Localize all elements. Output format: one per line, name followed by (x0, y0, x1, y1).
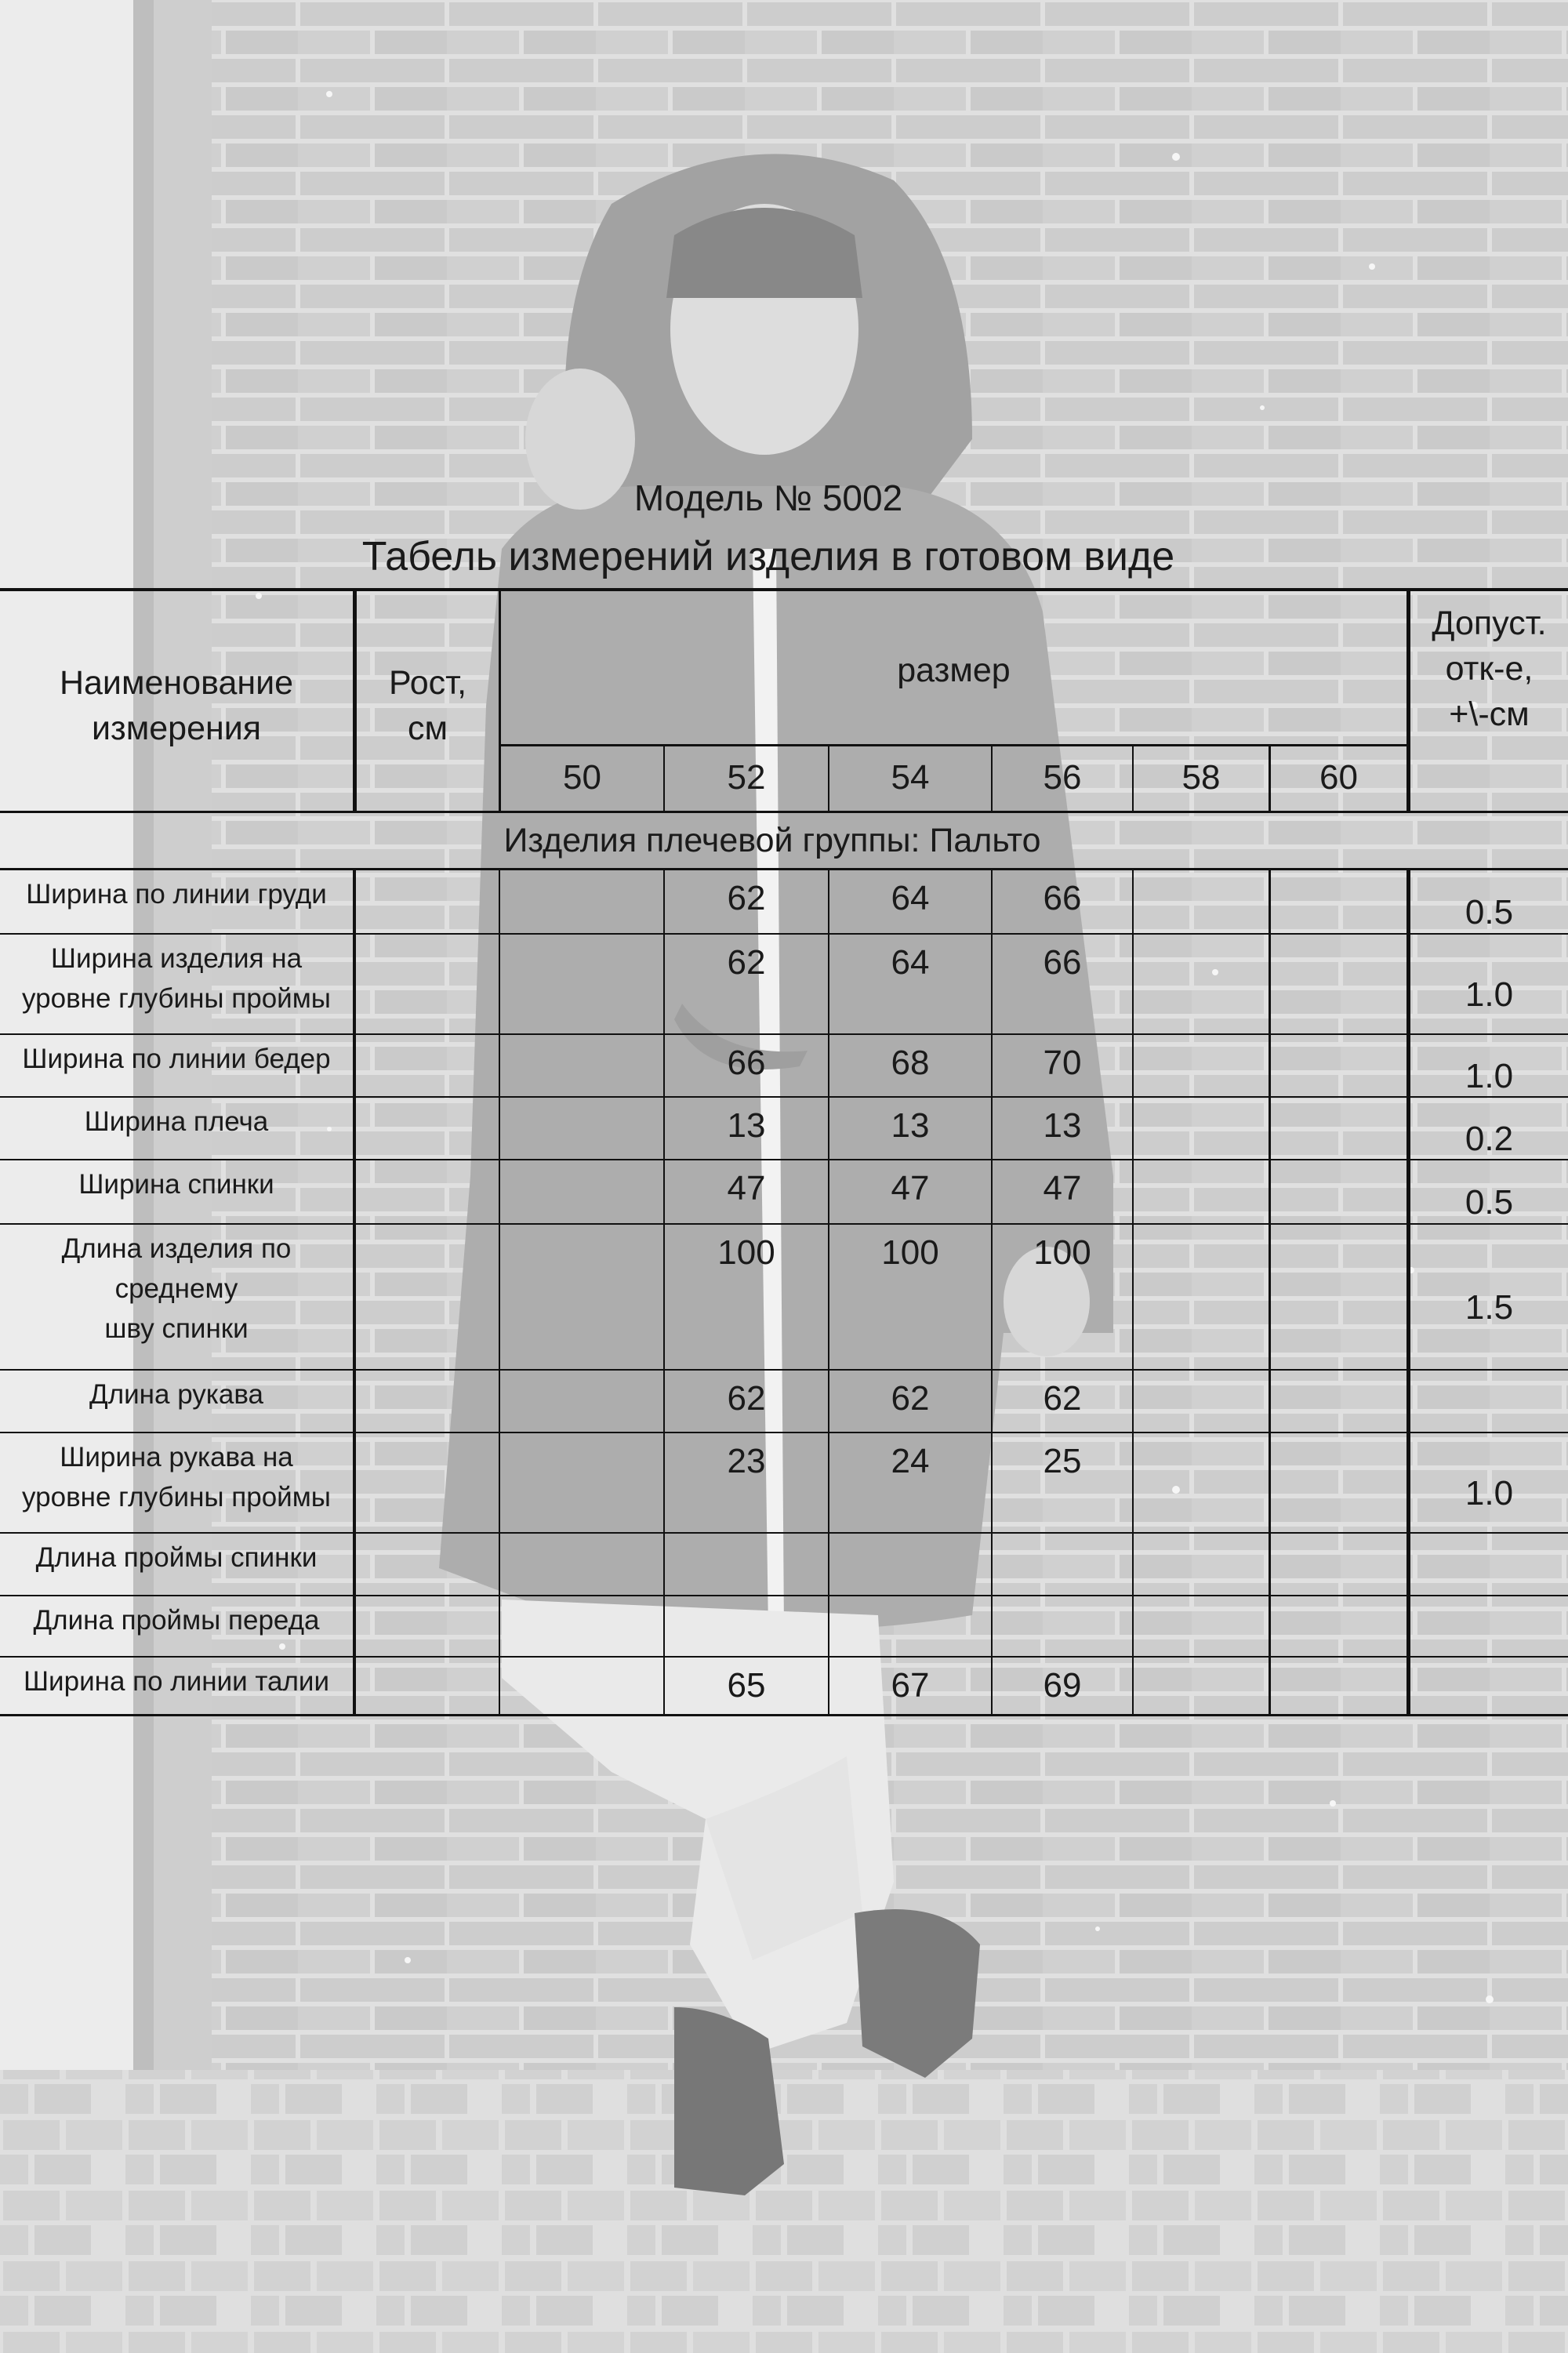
model-title: Модель № 5002 (633, 477, 903, 518)
value-cell (500, 1661, 663, 1711)
value-cell (500, 1374, 663, 1424)
body-divider (1132, 869, 1134, 1716)
value-cell: 47 (1043, 1169, 1082, 1208)
size-label: 58 (1181, 758, 1221, 797)
body-divider (499, 869, 500, 1716)
value-cell (1134, 938, 1269, 988)
row-label-line: среднему (114, 1273, 238, 1304)
tolerance-cell: 1.5 (1465, 1288, 1514, 1327)
row-label (0, 1040, 353, 1080)
value-cell (500, 1228, 663, 1278)
value-cell: 13 (1043, 1106, 1082, 1146)
value-cell (1134, 1600, 1269, 1650)
value-cell (1271, 1537, 1406, 1587)
row-border (0, 1656, 1568, 1658)
row-label (0, 1438, 353, 1518)
row-border (0, 1033, 1568, 1035)
table-title: Табель измерений изделия в готовом виде (361, 534, 1175, 579)
tolerance-cell (1410, 1672, 1568, 1722)
value-cell (1134, 1228, 1269, 1278)
value-cell: 66 (727, 1044, 766, 1083)
value-cell: 70 (1043, 1044, 1082, 1083)
header-name (0, 635, 353, 776)
value-cell (1134, 1374, 1269, 1424)
tolerance-cell (1410, 1387, 1568, 1437)
row-label-line: Длина проймы переда (33, 1605, 320, 1636)
value-cell (665, 1600, 828, 1650)
value-cell (1134, 1038, 1269, 1088)
row-label-line: уровне глубины проймы (22, 982, 331, 1014)
value-cell: 25 (1043, 1442, 1082, 1481)
value-cell: 66 (1043, 943, 1082, 982)
size-label: 56 (1043, 758, 1082, 797)
row-label-line: Длина проймы спинки (35, 1542, 318, 1573)
row-label-line: Ширина рукава на (60, 1442, 293, 1472)
value-cell (1271, 1101, 1406, 1151)
value-cell (1134, 1164, 1269, 1214)
row-label (0, 875, 353, 915)
tolerance-cell: 0.2 (1465, 1120, 1514, 1159)
size-label: 52 (727, 758, 766, 797)
size-label: 60 (1319, 758, 1358, 797)
row-border (0, 1369, 1568, 1371)
value-cell (500, 1101, 663, 1151)
value-cell (829, 1600, 991, 1650)
tolerance-cell: 1.0 (1465, 1474, 1514, 1513)
value-cell: 47 (891, 1169, 930, 1208)
header-height-line: см (407, 710, 448, 747)
value-cell (1134, 1436, 1269, 1487)
value-cell (500, 873, 663, 924)
row-label-line: Длина изделия по (61, 1233, 292, 1264)
row-border (0, 1595, 1568, 1596)
group-label: Изделия плечевой группы: Пальто (503, 821, 1041, 859)
row-border (0, 1159, 1568, 1160)
tolerance-cell: 0.5 (1465, 893, 1514, 932)
body-divider (828, 869, 829, 1716)
header-tolerance-line: +\-см (1449, 695, 1530, 734)
value-cell (993, 1600, 1132, 1650)
table-bottom-border (0, 1714, 1568, 1716)
value-cell (1271, 873, 1406, 924)
row-label (0, 1229, 353, 1349)
row-label-line: шву спинки (104, 1313, 249, 1344)
row-label (0, 1601, 353, 1641)
value-cell (829, 1537, 991, 1587)
header-tolerance (1410, 594, 1568, 743)
header-tolerance-line: Допуст. (1432, 604, 1547, 642)
row-label (0, 1165, 353, 1205)
value-cell (1134, 1101, 1269, 1151)
body-divider (353, 869, 356, 1716)
table-top-border (0, 588, 1568, 591)
value-cell: 62 (727, 943, 766, 982)
row-label-line: Ширина по линии бедер (22, 1044, 331, 1074)
value-cell (1134, 1661, 1269, 1711)
tolerance-cell (1410, 1550, 1568, 1600)
measurement-table (0, 588, 1568, 1717)
tolerance-cell: 1.0 (1465, 1057, 1514, 1096)
row-label-line: Ширина по линии талии (23, 1666, 330, 1697)
value-cell: 62 (727, 879, 766, 918)
row-label-line: Ширина изделия на (50, 943, 303, 974)
value-cell (500, 1038, 663, 1088)
value-cell (1271, 1228, 1406, 1278)
value-cell: 65 (727, 1666, 766, 1705)
tolerance-cell: 0.5 (1465, 1183, 1514, 1222)
value-cell: 13 (891, 1106, 930, 1146)
row-label (0, 1662, 353, 1702)
body-divider (991, 869, 993, 1716)
value-cell: 68 (891, 1044, 930, 1083)
value-cell (1271, 1661, 1406, 1711)
header-size: размер (897, 651, 1011, 689)
value-cell: 100 (881, 1233, 939, 1273)
value-cell: 69 (1043, 1666, 1082, 1705)
row-border (0, 1432, 1568, 1433)
value-cell (665, 1537, 828, 1587)
header-height (357, 635, 499, 776)
value-cell (500, 938, 663, 988)
header-height-line: Рост, (388, 663, 467, 702)
row-label-line: Ширина спинки (78, 1169, 274, 1200)
body-divider (1269, 869, 1271, 1716)
value-cell (500, 1436, 663, 1487)
row-label-line: Длина рукава (89, 1379, 263, 1410)
value-cell: 62 (891, 1379, 930, 1418)
row-border (0, 933, 1568, 935)
value-cell (1271, 938, 1406, 988)
value-cell: 62 (1043, 1379, 1082, 1418)
value-cell: 64 (891, 943, 930, 982)
header-tolerance-line: отк-е, (1445, 649, 1534, 688)
row-label (0, 1538, 353, 1578)
size-label: 54 (891, 758, 930, 797)
value-cell: 24 (891, 1442, 930, 1481)
value-cell (1134, 1537, 1269, 1587)
value-cell: 66 (1043, 879, 1082, 918)
value-cell: 67 (891, 1666, 930, 1705)
header-name-line: Наименование (59, 663, 294, 702)
value-cell: 62 (727, 1379, 766, 1418)
row-label-line: Ширина плеча (84, 1106, 269, 1137)
header-name-line: измерения (91, 710, 262, 747)
row-border (0, 1532, 1568, 1534)
tolerance-cell: 1.0 (1465, 975, 1514, 1015)
size-label: 50 (563, 758, 601, 797)
row-label (0, 1375, 353, 1415)
value-cell: 64 (891, 879, 930, 918)
value-cell (500, 1164, 663, 1214)
row-border (0, 1223, 1568, 1225)
value-cell: 47 (727, 1169, 766, 1208)
value-cell (1134, 873, 1269, 924)
row-border (0, 1096, 1568, 1098)
value-cell: 100 (717, 1233, 775, 1273)
row-label-line: уровне глубины проймы (22, 1481, 331, 1512)
row-label-line: Ширина по линии груди (26, 879, 327, 910)
tolerance-cell (1410, 1612, 1568, 1662)
value-cell (993, 1537, 1132, 1587)
value-cell (500, 1537, 663, 1587)
value-cell: 13 (727, 1106, 766, 1146)
value-cell (1271, 1600, 1406, 1650)
value-cell: 100 (1033, 1233, 1091, 1273)
value-cell (1271, 1436, 1406, 1487)
group-row-border (0, 868, 1568, 870)
row-label (0, 1102, 353, 1142)
value-cell (500, 1600, 663, 1650)
value-cell (1271, 1164, 1406, 1214)
body-divider (663, 869, 665, 1716)
value-cell: 23 (727, 1442, 766, 1481)
value-cell (1271, 1038, 1406, 1088)
row-label (0, 939, 353, 1019)
value-cell (1271, 1374, 1406, 1424)
